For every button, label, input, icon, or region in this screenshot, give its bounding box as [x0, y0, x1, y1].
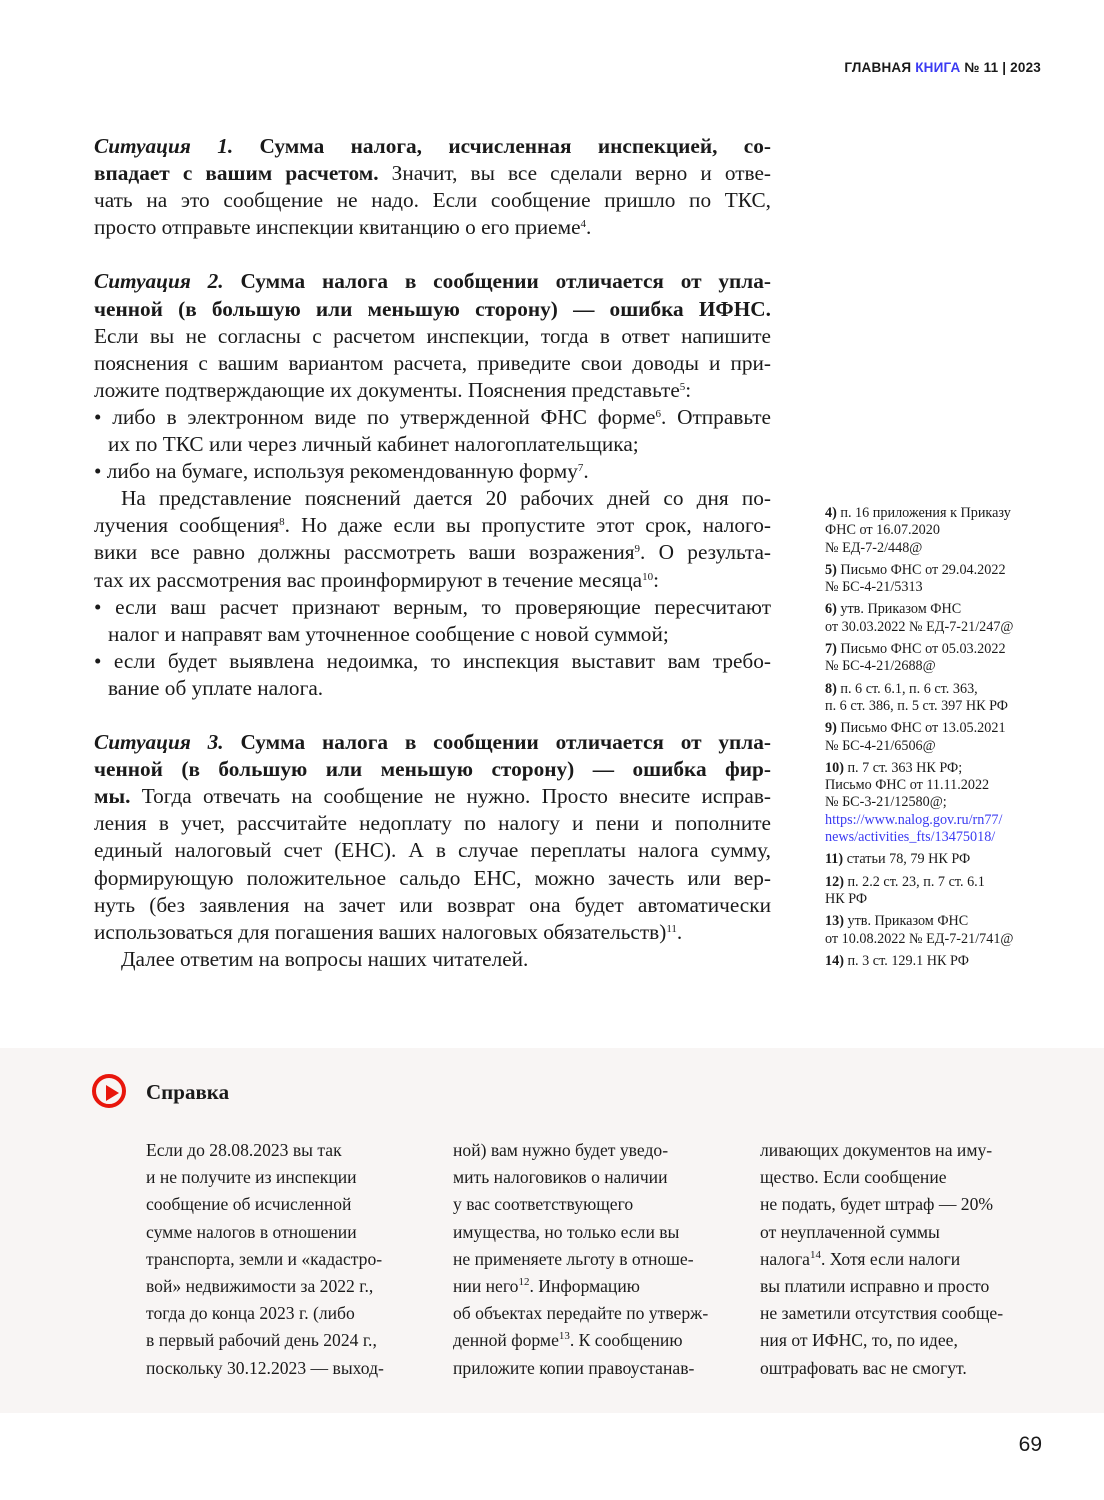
- brand-name-accent: КНИГА: [915, 60, 961, 75]
- text-line: [94, 296, 771, 323]
- text-run: ной) вам нужно будет уведо-: [453, 1140, 669, 1160]
- text-run: Если вы не согласны с расчетом инспекции, тогда в ответ напишите: [94, 323, 771, 348]
- footnote-ref: 9: [634, 543, 641, 556]
- text-run: чать на это сообщение не надо. Если сообщение пришло по ТКС,: [94, 188, 771, 213]
- footnotes: [825, 505, 1045, 975]
- text-run: • если ваш расчет признают верным, то проверяющие пересчитают: [94, 594, 771, 619]
- text-run: .: [586, 215, 592, 240]
- text-run: вы платили исправно и просто: [760, 1276, 990, 1297]
- text-run: . Информацию: [529, 1276, 640, 1297]
- text-line: [94, 783, 771, 810]
- text-run: • либо на бумаге, используя рекомендованную форму: [94, 459, 578, 484]
- footnote-ref: 4: [580, 218, 587, 231]
- text-run: мить налоговиков о наличии: [453, 1167, 668, 1188]
- text-run: налога: [760, 1248, 810, 1269]
- text-run: не применяете льготу в отноше-: [453, 1248, 694, 1269]
- text-line: [146, 1273, 421, 1300]
- text-line: [94, 458, 771, 485]
- text-run: . К сообщению: [569, 1330, 683, 1351]
- footnote-text: п. 2.2 ст. 23, п. 7 ст. 6.1: [847, 873, 985, 890]
- text-line: [94, 946, 771, 973]
- text-run: Ситуация 1.: [94, 134, 234, 158]
- footnote-text: утв. Приказом ФНС: [840, 601, 962, 618]
- text-run: их по ТКС или через личный кабинет налогоплательщика;: [108, 432, 639, 457]
- text-run: не подать, будет штраф — 20%: [760, 1194, 994, 1215]
- text-run: Ситуация 2.: [94, 269, 224, 294]
- text-run: вой» недвижимости за 2022 г.,: [146, 1276, 374, 1297]
- text-run: :: [685, 377, 692, 402]
- text-line: [760, 1164, 1035, 1191]
- text-run: ченной (в большую или меньшую сторону) — ошибка фир-: [94, 757, 771, 782]
- footnote: [825, 562, 1045, 597]
- text-line: [760, 1355, 1035, 1382]
- text-run: использоваться для погашения ваших налоговых обязательств): [94, 919, 667, 944]
- text-run: . Хотя если налоги: [820, 1248, 961, 1269]
- text-run: ления в учет, рассчитайте недоплату по налогу и пени и пополните: [94, 811, 771, 836]
- reference-column-2: [453, 1137, 728, 1382]
- text-line: [94, 648, 771, 675]
- text-line: [94, 377, 771, 404]
- text-run: вики все равно должны рассмотреть ваши возражения: [94, 540, 635, 565]
- footnote-ref: 14: [809, 1248, 821, 1261]
- text-line: [94, 268, 771, 295]
- footnote-link[interactable]: news/activities_fts/13475018/: [825, 829, 996, 846]
- text-line: [453, 1273, 728, 1300]
- footnote-number: 14): [825, 952, 848, 969]
- footnote-text: Письмо ФНС от 11.11.2022: [825, 777, 990, 794]
- text-line: [94, 865, 771, 892]
- text-run: Сумма налога в сообщении отличается от упла-: [223, 269, 771, 294]
- text-run: На представление пояснений дается 20 рабочих дней со дня по-: [121, 486, 771, 511]
- text-run: пояснения с вашим вариантом расчета, приведите свои доводы и при-: [94, 350, 771, 375]
- text-run: формирующую положительное сальдо ЕНС, можно зачесть или вер-: [94, 865, 771, 890]
- footnote-text: Письмо ФНС от 13.05.2021: [840, 720, 1006, 737]
- footnote-text: ФНС от 16.07.2020: [825, 522, 940, 539]
- text-run: Если до 28.08.2023 вы так: [146, 1140, 342, 1160]
- text-line: [94, 241, 771, 268]
- footnote: [825, 913, 1045, 948]
- text-run: Сумма налога в сообщении отличается от упла-: [223, 730, 771, 755]
- text-line: [94, 431, 771, 458]
- text-line: [453, 1164, 728, 1191]
- text-run: не заметили отсутствия сообще-: [760, 1303, 1004, 1324]
- footnote-text: Письмо ФНС от 05.03.2022: [840, 641, 1006, 658]
- text-line: [94, 539, 771, 566]
- footnote-number: 4): [825, 505, 841, 521]
- text-run: Тогда отвечать на сообщение не нужно. Просто внесите исправ-: [130, 784, 771, 809]
- text-line: [146, 1191, 421, 1218]
- text-run: нии него: [453, 1276, 519, 1297]
- text-run: денной форме: [453, 1330, 559, 1351]
- footnote-text: п. 6 ст. 6.1, п. 6 ст. 363,: [840, 680, 978, 697]
- text-line: [94, 621, 771, 648]
- footnote-text: № БС-4-21/2688@: [825, 658, 936, 675]
- footnote-ref: 8: [279, 516, 285, 529]
- text-line: [146, 1300, 421, 1327]
- text-run: об объектах передайте по утверж-: [453, 1303, 709, 1324]
- text-run: вание об уплате налога.: [108, 675, 324, 700]
- footnote-number: 8): [825, 680, 841, 697]
- footnote: [825, 505, 1045, 557]
- text-run: поскольку 30.12.2023 — выход-: [146, 1357, 384, 1378]
- text-run: . Отправьте: [660, 404, 771, 429]
- text-line: [760, 1219, 1035, 1246]
- footnote-number: 10): [825, 759, 848, 776]
- footnote-text: статьи 78, 79 НК РФ: [846, 851, 971, 868]
- text-run: приложите копии правоустанав-: [453, 1357, 695, 1378]
- text-line: [146, 1246, 421, 1273]
- text-run: просто отправьте инспекции квитанцию о его приеме: [94, 215, 581, 240]
- footnote: [825, 874, 1045, 909]
- text-run: от неуплаченной суммы: [760, 1221, 940, 1242]
- reference-box-title: Справка: [146, 1080, 230, 1104]
- footnote-text: № БС-4-21/6506@: [825, 737, 936, 754]
- footnote-number: 11): [825, 851, 847, 868]
- text-line: [94, 160, 771, 187]
- footnote-text: № БС-3-21/12580@;: [825, 794, 947, 811]
- text-line: [146, 1219, 421, 1246]
- reference-column-1: [146, 1137, 421, 1382]
- text-line: [453, 1355, 728, 1382]
- footnote: [825, 641, 1045, 676]
- footnote-text: п. 16 приложения к Приказу: [840, 505, 1011, 521]
- text-line: [94, 323, 771, 350]
- text-run: . Но даже если вы пропустите этот срок, налого-: [284, 513, 771, 538]
- footnote-text: № БС-4-21/5313: [825, 579, 923, 596]
- footnote-number: 5): [825, 561, 841, 578]
- footnote-ref: 12: [518, 1276, 530, 1289]
- text-run: :: [653, 567, 660, 592]
- text-line: [94, 892, 771, 919]
- footnote-ref: 5: [679, 380, 686, 393]
- text-line: [453, 1246, 728, 1273]
- text-line: [453, 1191, 728, 1218]
- footnote: [825, 953, 1045, 970]
- text-run: щество. Если сообщение: [760, 1167, 947, 1188]
- footnote: [825, 720, 1045, 755]
- text-run: • либо в электронном виде по утвержденной ФНС форме: [94, 404, 656, 429]
- text-run: ченной (в большую или меньшую сторону) — ошибка ИФНС.: [94, 296, 771, 321]
- text-run: .: [676, 919, 683, 944]
- text-run: Сумма налога, исчисленная инспекцией, со-: [233, 134, 771, 158]
- page-number: 69: [1018, 1433, 1042, 1456]
- footnote-ref: 13: [558, 1330, 570, 1343]
- text-line: [94, 214, 771, 241]
- footnote: [825, 851, 1045, 868]
- text-line: [94, 187, 771, 214]
- footnote-text: № ЕД-7-2/448@: [825, 539, 923, 556]
- text-line: [760, 1191, 1035, 1218]
- text-run: оштрафовать вас не смогут.: [760, 1357, 967, 1378]
- play-icon: [92, 1074, 126, 1108]
- text-run: Ситуация 3.: [94, 730, 224, 755]
- footnote-text: утв. Приказом ФНС: [847, 913, 969, 930]
- text-line: [94, 404, 771, 431]
- footnote-number: 6): [825, 601, 841, 618]
- text-line: [453, 1300, 728, 1327]
- footnote-text: п. 7 ст. 363 НК РФ;: [847, 759, 963, 776]
- text-run: ложите подтверждающие их документы. Пояснения представьте: [94, 377, 680, 402]
- footnote-number: 13): [825, 913, 848, 930]
- text-run: транспорта, земли и «кадастро-: [146, 1248, 383, 1269]
- text-line: [94, 756, 771, 783]
- footnote-number: 9): [825, 720, 841, 737]
- running-header: [844, 60, 1041, 75]
- text-line: [453, 1327, 728, 1354]
- text-line: [94, 837, 771, 864]
- text-run: единый налоговый счет (ЕНС). А в случае переплаты налога сумму,: [94, 838, 771, 863]
- text-run: • если будет выявлена недоимка, то инспекция выставит вам требо-: [94, 648, 771, 673]
- footnote: [825, 760, 1045, 846]
- text-run: сообщение об исчисленной: [146, 1194, 352, 1215]
- brand-name: ГЛАВНАЯ: [844, 60, 916, 75]
- text-run: имущества, но только если вы: [453, 1221, 680, 1242]
- footnote: [825, 601, 1045, 636]
- text-run: сумме налогов в отношении: [146, 1221, 357, 1242]
- text-run: и не получите из инспекции: [146, 1167, 357, 1188]
- footnote-text: НК РФ: [825, 890, 868, 907]
- text-line: [760, 1246, 1035, 1273]
- text-line: [146, 1355, 421, 1382]
- text-line: [94, 567, 771, 594]
- footnote-text: п. 6 ст. 386, п. 5 ст. 397 НК РФ: [825, 697, 1009, 714]
- text-line: [94, 729, 771, 756]
- issue-number: № 11 | 2023: [960, 60, 1041, 75]
- text-line: [453, 1219, 728, 1246]
- text-line: [760, 1300, 1035, 1327]
- footnote-text: от 30.03.2022 № ЕД-7-21/247@: [825, 618, 1014, 635]
- text-run: нуть (без заявления на зачет или возврат она будет автоматически: [94, 892, 771, 917]
- footnote-text: от 10.08.2022 № ЕД-7-21/741@: [825, 930, 1014, 947]
- text-line: [146, 1137, 421, 1164]
- text-run: ливающих документов на иму-: [760, 1140, 993, 1160]
- text-run: впадает с вашим расчетом.: [94, 161, 379, 186]
- text-line: [760, 1273, 1035, 1300]
- main-article-text: [94, 133, 771, 973]
- text-line: [94, 512, 771, 539]
- text-run: у вас соответствующего: [453, 1194, 634, 1215]
- text-run: лучения сообщения: [94, 513, 280, 538]
- reference-column-3: [760, 1137, 1035, 1382]
- text-line: [94, 810, 771, 837]
- text-line: [453, 1137, 728, 1164]
- footnote-link[interactable]: https://www.nalog.gov.ru/rn77/: [825, 811, 1003, 828]
- text-run: мы.: [94, 784, 131, 809]
- footnote-ref: 10: [642, 570, 654, 583]
- text-line: [760, 1327, 1035, 1354]
- text-line: [94, 594, 771, 621]
- footnote: [825, 681, 1045, 716]
- text-line: [94, 485, 771, 512]
- text-line: [146, 1164, 421, 1191]
- text-run: тогда до конца 2023 г. (либо: [146, 1303, 355, 1324]
- text-run: налог и направят вам уточненное сообщение с новой суммой;: [108, 621, 669, 646]
- footnote-number: 12): [825, 873, 848, 890]
- text-run: в первый рабочий день 2024 г.,: [146, 1330, 377, 1351]
- footnote-ref: 6: [655, 407, 661, 420]
- text-line: [94, 702, 771, 729]
- text-line: [94, 675, 771, 702]
- text-line: [146, 1327, 421, 1354]
- text-run: .: [583, 459, 589, 484]
- footnote-number: 7): [825, 641, 841, 658]
- text-run: тах их рассмотрения вас проинформируют в течение месяца: [94, 567, 643, 592]
- text-run: Значит, вы все сделали верно и отве-: [378, 161, 771, 186]
- footnote-ref: 11: [666, 922, 677, 935]
- text-run: Далее ответим на вопросы наших читателей.: [121, 946, 529, 971]
- footnote-ref: 7: [577, 462, 584, 475]
- text-line: [94, 919, 771, 946]
- text-line: [760, 1137, 1035, 1164]
- text-run: . О результа-: [640, 540, 771, 565]
- footnote-text: Письмо ФНС от 29.04.2022: [840, 561, 1006, 578]
- text-run: ния от ИФНС, то, по идее,: [760, 1330, 958, 1351]
- footnote-text: п. 3 ст. 129.1 НК РФ: [847, 952, 969, 969]
- text-line: [94, 133, 771, 160]
- text-line: [94, 350, 771, 377]
